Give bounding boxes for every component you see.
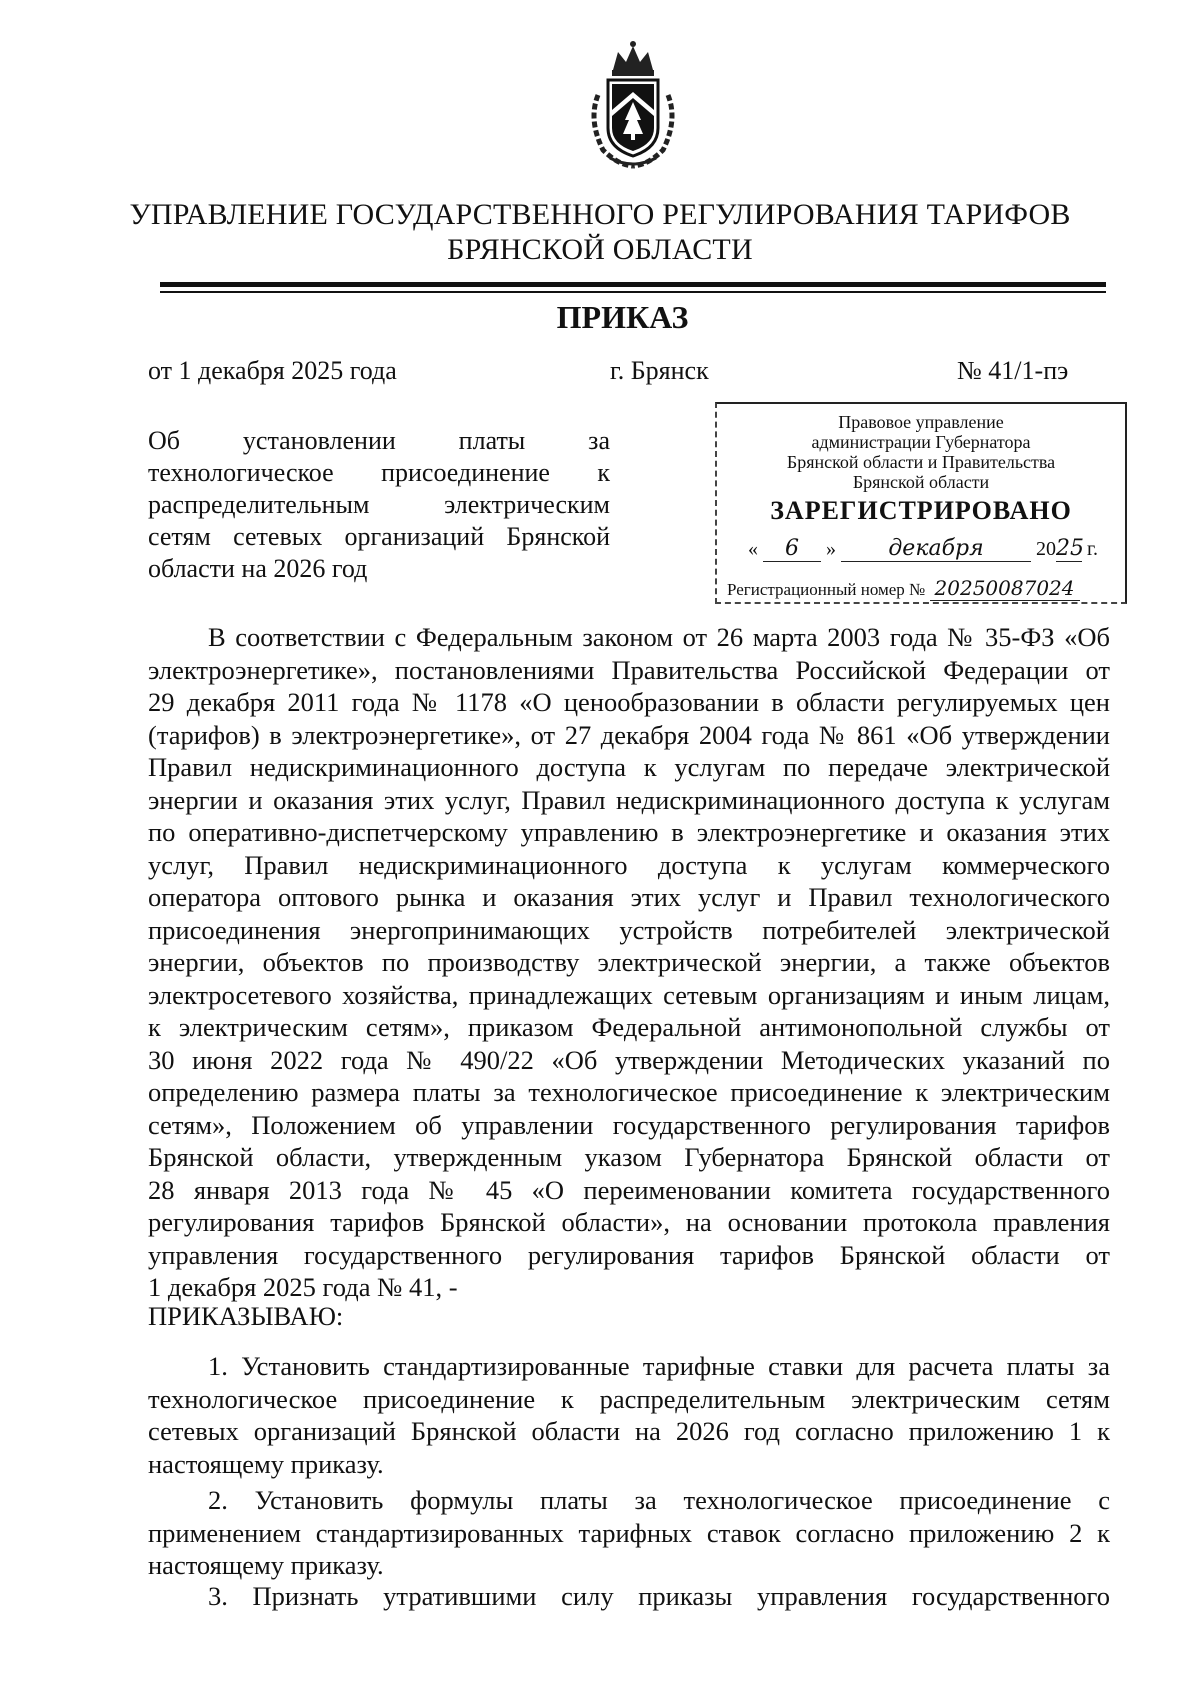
stamp-reg-number: 20250087024	[930, 576, 1080, 601]
preamble-line: электросетевого хозяйства, принадлежащих сетевым организациям и иным лицам,	[148, 979, 1110, 1010]
stamp-reg-label: Регистрационный номер №	[727, 580, 926, 599]
stamp-year-suffix: 25	[1056, 536, 1085, 561]
preamble-line: 28 января 2013 года № 45 «О переименовании комитета государственного	[148, 1174, 1110, 1205]
stamp-date-row	[727, 536, 1119, 564]
preamble-line: Брянской области, утвержденным указом Губернатора Брянской области от	[148, 1142, 1110, 1172]
stamp-close-quote: »	[826, 538, 837, 560]
stamp-org-line: Брянской области и Правительства	[786, 452, 1056, 472]
subject-line: технологическое присоединение к	[148, 458, 610, 487]
stamp-day: 6	[763, 536, 821, 562]
stamp-year-mark: г.	[1087, 538, 1098, 560]
preamble-line: электроэнергетике», постановлениями Правительства Российской Федерации от	[148, 654, 1110, 685]
preamble-line: по оперативно-диспетчерскому управлению в электроэнергетике и оказания этих	[148, 817, 1110, 847]
order-number: № 41/1-пэ	[957, 356, 1069, 385]
stamp-org-line: Правовое управление	[838, 412, 1004, 432]
stamp-registration-number-row	[727, 576, 1122, 601]
header-rule-thin	[160, 291, 1106, 293]
header-rule-thick	[160, 282, 1106, 287]
stamp-open-quote: «	[748, 538, 759, 560]
preamble-line: присоединения энергопринимающих устройств потребителей электрической	[148, 914, 1110, 945]
preamble-line: энергии и оказания этих услуг, Правил недискриминационного доступа к услугам	[148, 784, 1110, 815]
order-item-2	[148, 1484, 1110, 1582]
order-directive-word: ПРИКАЗЫВАЮ:	[148, 1301, 344, 1331]
preamble-line: сетям», Положением об управлении государственного регулирования тарифов	[148, 1109, 1110, 1140]
stamp-org-line: Брянской области	[852, 472, 990, 492]
preamble-line: 1 декабря 2025 года № 41, -	[148, 1272, 458, 1302]
order-city: г. Брянск	[610, 356, 709, 385]
preamble-line: определению размера платы за технологическое присоединение к электрическим	[148, 1077, 1110, 1107]
preamble-line: оператора оптового рынка и оказания этих услуг и Правил технологического	[148, 882, 1110, 912]
preamble-line: Правил недискриминационного доступа к услугам по передаче электрической	[148, 752, 1110, 782]
preamble-line: к электрическим сетям», приказом Федеральной антимонопольной службы от	[148, 1012, 1110, 1042]
coat-of-arms-emblem	[578, 40, 688, 170]
preamble-line: регулирования тарифов Брянской области», на основании протокола правления	[148, 1207, 1110, 1237]
preamble-line: управления государственного регулирования тарифов Брянской области от	[148, 1239, 1110, 1270]
organization-name-line-2: БРЯНСКОЙ ОБЛАСТИ	[447, 233, 753, 266]
stamp-year-prefix: 20	[1036, 538, 1057, 560]
subject-line: области на 2026 год	[148, 554, 368, 583]
subject-line: сетям сетевых организаций Брянской	[148, 522, 610, 551]
preamble-line: 30 июня 2022 года № 490/22 «Об утверждении Методических указаний по	[148, 1044, 1110, 1075]
order-item-3	[148, 1580, 1110, 1613]
organization-name-line-1: УПРАВЛЕНИЕ ГОСУДАРСТВЕННОГО РЕГУЛИРОВАНИЯ ТАРИФОВ	[129, 198, 1071, 231]
item-line: настоящему приказу.	[148, 1550, 384, 1580]
order-item-1	[148, 1350, 1110, 1480]
item-line: технологическое присоединение к распределительным электрическим сетям	[148, 1383, 1110, 1414]
preamble-line: услуг, Правил недискриминационного доступа к услугам коммерческого	[148, 849, 1110, 880]
item-line: 2. Установить формулы платы за технологическое присоединение с	[208, 1485, 1110, 1515]
stamp-org-line: администрации Губернатора	[811, 432, 1031, 452]
stamp-month: декабря	[841, 536, 1031, 562]
preamble-line: 29 декабря 2011 года № 1178 «О ценообразовании в области регулируемых цен	[148, 687, 1110, 717]
order-subject	[148, 425, 610, 585]
item-line: настоящему приказу.	[148, 1448, 384, 1479]
document-type-title: ПРИКАЗ	[556, 299, 689, 335]
item-line: сетевых организаций Брянской области на 2026 год согласно приложению 1 к	[148, 1416, 1110, 1446]
preamble-line: В соответствии с Федеральным законом от 26 марта 2003 года № 35-ФЗ «Об	[208, 622, 1110, 652]
preamble-line: (тарифов) в электроэнергетике», от 27 декабря 2004 года № 861 «Об утверждении	[148, 719, 1110, 750]
item-line: 1. Установить стандартизированные тарифные ставки для расчета платы за	[208, 1351, 1110, 1381]
item-line: 3. Признать утратившими силу приказы управления государственного	[208, 1581, 1110, 1611]
order-date: от 1 декабря 2025 года	[148, 356, 397, 385]
item-line: применением стандартизированных тарифных ставок согласно приложению 2 к	[148, 1517, 1110, 1548]
registration-stamp	[715, 402, 1127, 604]
preamble-line: энергии, объектов по производству электрической энергии, а также объектов	[148, 947, 1110, 977]
stamp-registered-label: ЗАРЕГИСТРИРОВАНО	[770, 496, 1072, 525]
preamble-paragraph	[148, 621, 1110, 1304]
subject-line: Об установлении платы за	[148, 426, 610, 455]
subject-line: распределительным электрическим	[148, 490, 610, 519]
